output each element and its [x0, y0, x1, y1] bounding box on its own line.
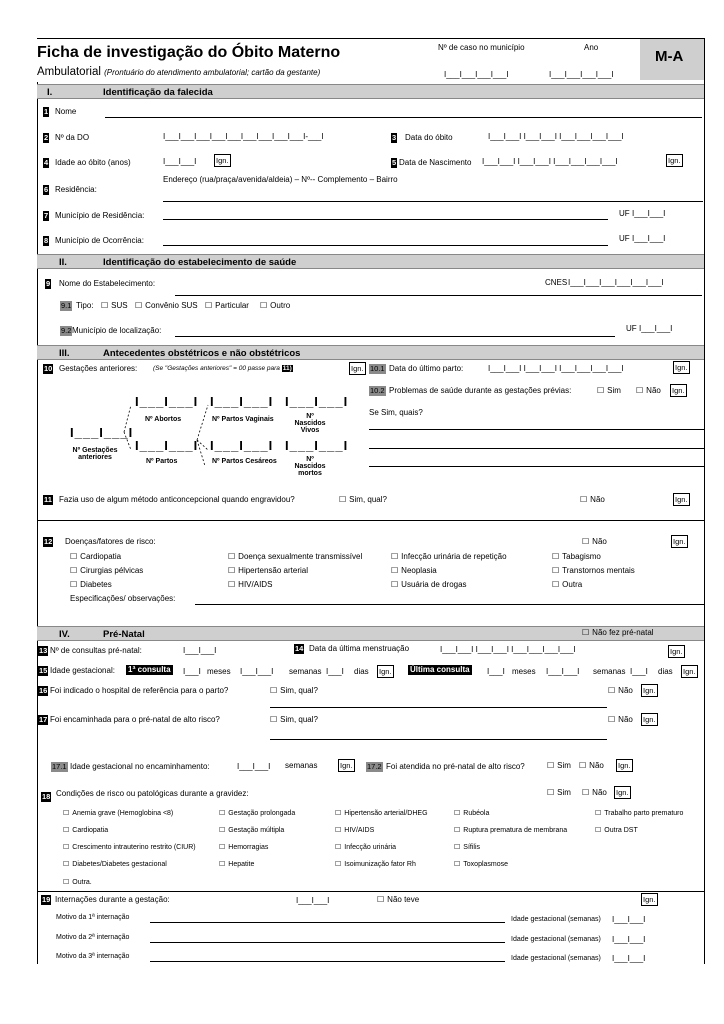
- hosp-1-ig-label: Idade gestacional (semanas): [511, 916, 601, 923]
- do-number-field[interactable]: I___I___I___I___I___I___I___I___I___I-___I: [163, 132, 324, 141]
- last-consult-months-field[interactable]: I___I: [487, 667, 505, 676]
- type-particular-checkbox[interactable]: ☐ Particular: [205, 302, 249, 310]
- no-prenatal-checkbox[interactable]: ☐ Não fez pré-natal: [582, 629, 654, 637]
- risk-drogas-checkbox[interactable]: ☐ Usuária de drogas: [391, 581, 467, 589]
- pregnancy-risk-nao-checkbox[interactable]: ☐ Não: [582, 789, 607, 797]
- first-consult-days-field[interactable]: I___I: [326, 667, 344, 676]
- section-3-header: III. Antecedentes obstétricos e não obstétricos: [37, 345, 704, 360]
- death-date-label: Data do óbito: [405, 133, 453, 142]
- cond-toxoplasmose-checkbox[interactable]: ☐ Toxoplasmose: [454, 861, 508, 868]
- last-birth-date-label: Data do último parto:: [389, 364, 464, 373]
- last-birth-date-ign-checkbox[interactable]: Ign.: [675, 363, 688, 372]
- last-menstruation-label: Data da última menstruação: [309, 644, 410, 653]
- reference-hospital-input[interactable]: [270, 707, 607, 708]
- last-weeks-label: semanas: [593, 667, 626, 676]
- hosp-1-reason-input[interactable]: [150, 922, 505, 923]
- pregnancies-label: Nº Gestações anteriores: [72, 447, 118, 461]
- hospitalizations-ign-checkbox[interactable]: Ign.: [643, 895, 656, 904]
- field-6-number: 6: [44, 185, 49, 194]
- vaginal-births-field[interactable]: I___I___I: [210, 394, 274, 409]
- cond-sifilis-checkbox[interactable]: ☐ Sífilis: [454, 844, 480, 851]
- age-label: Idade ao óbito (anos): [55, 158, 131, 167]
- hospitalizations-label: Internações durante a gestação:: [55, 895, 170, 904]
- vaginal-births-label: Nº Partos Vaginais: [212, 416, 274, 423]
- stillbirths-field[interactable]: I___I___I: [285, 438, 349, 453]
- cond-anemia-checkbox[interactable]: ☐ Anemia grave (Hemoglobina <8): [63, 810, 173, 817]
- field-12-number: 12: [44, 537, 53, 546]
- address-hint: Endereço (rua/praça/avenida/aldeia) – Nº-- Complemento – Bairro: [163, 175, 398, 184]
- first-consult-ign-checkbox[interactable]: Ign.: [379, 667, 392, 676]
- gestational-age-label: Idade gestacional:: [50, 666, 115, 675]
- consultations-label: Nº de consultas pré-natal:: [50, 646, 142, 655]
- first-months-label: meses: [207, 667, 231, 676]
- contraception-which-input[interactable]: [37, 520, 704, 521]
- hosp-2-ig-field[interactable]: I___I___I: [612, 935, 646, 944]
- risk-diabetes-checkbox[interactable]: ☐ Diabetes: [70, 581, 112, 589]
- prior-problems-line-1[interactable]: [369, 429, 704, 430]
- residence-city-label: Município de Residência:: [55, 211, 145, 220]
- type-outro-checkbox[interactable]: ☐ Outro: [260, 302, 290, 310]
- reference-hospital-label: Foi indicado o hospital de referência para o parto?: [50, 686, 229, 695]
- reference-hospital-sim-checkbox[interactable]: ☐ Sim, qual?: [270, 687, 318, 695]
- last-birth-date-field[interactable]: I___I___I I___I___I I___I___I___I___I: [488, 364, 624, 373]
- establishment-uf-label: UF: [626, 324, 637, 333]
- establishment-uf-field[interactable]: I___I___I: [639, 324, 673, 333]
- reference-hospital-ign-checkbox[interactable]: Ign.: [643, 686, 656, 695]
- stillbirths-label: Nº Nascidos mortos: [294, 456, 326, 477]
- hospitalizations-none-checkbox[interactable]: ☐ Não teve: [377, 896, 419, 904]
- hosp-2-ig-label: Idade gestacional (semanas): [511, 936, 601, 943]
- field-17-number: 17: [39, 715, 48, 724]
- occurrence-uf-label: UF: [619, 234, 630, 243]
- cnes-field[interactable]: I___I___I___I___I___I___I: [568, 278, 664, 287]
- field-18-number: 18: [42, 792, 51, 801]
- high-risk-attended-nao-checkbox[interactable]: ☐ Não: [579, 762, 604, 770]
- abortions-field[interactable]: I___I___I: [135, 394, 199, 409]
- type-convenio-checkbox[interactable]: ☐ Convênio SUS: [135, 302, 198, 310]
- age-ign-checkbox[interactable]: Ign.: [216, 156, 229, 165]
- risk-infeccao-checkbox[interactable]: ☐ Infecção urinária de repetição: [391, 553, 507, 561]
- births-label: Nº Partos: [146, 458, 178, 465]
- first-weeks-label: semanas: [289, 667, 322, 676]
- section-4-header: IV. Pré-Natal: [37, 626, 704, 641]
- hosp-1-ig-field[interactable]: I___I___I: [612, 915, 646, 924]
- cond-rubeola-checkbox[interactable]: ☐ Rubéola: [454, 810, 489, 817]
- contraception-sim-checkbox[interactable]: ☐ Sim, qual?: [339, 496, 387, 504]
- residence-label: Residência:: [55, 185, 97, 194]
- high-risk-referral-ign-checkbox[interactable]: Ign.: [643, 715, 656, 724]
- field-19-number: 19: [42, 895, 51, 904]
- cond-isoimunizacao-checkbox[interactable]: ☐ Isoimunização fator Rh: [335, 861, 416, 868]
- last-months-label: meses: [512, 667, 536, 676]
- field-15-number: 15: [39, 666, 48, 675]
- field-5-number: 5: [392, 158, 397, 167]
- risk-tabagismo-checkbox[interactable]: ☐ Tabagismo: [552, 553, 601, 561]
- field-9-2-number: 9.2: [61, 326, 72, 335]
- hospitalizations-field[interactable]: I___I___I: [296, 896, 330, 905]
- last-consult-days-field[interactable]: I___I: [630, 667, 648, 676]
- abortions-label: Nº Abortos: [145, 416, 182, 423]
- prior-problems-nao-checkbox[interactable]: ☐ Não: [636, 387, 661, 395]
- age-field[interactable]: I___I___I: [163, 157, 197, 166]
- birth-date-ign-checkbox[interactable]: Ign.: [668, 156, 681, 165]
- section-1-header: I. Identificação da falecida: [37, 84, 704, 99]
- field-14-number: 14: [295, 644, 304, 653]
- risk-cirurgias-checkbox[interactable]: ☐ Cirurgias pélvicas: [70, 567, 143, 575]
- field-16-number: 16: [39, 686, 48, 695]
- cond-ciur-checkbox[interactable]: ☐ Crescimento intrauterino restrito (CIUR): [63, 844, 196, 851]
- risk-hipertensao-checkbox[interactable]: ☐ Hipertensão arterial: [228, 567, 308, 575]
- first-days-label: dias: [354, 667, 369, 676]
- cond-hepatite-checkbox[interactable]: ☐ Hepatite: [219, 861, 254, 868]
- cond-multipla-checkbox[interactable]: ☐ Gestação múltipla: [219, 827, 284, 834]
- risk-hiv-checkbox[interactable]: ☐ HIV/AIDS: [228, 581, 272, 589]
- first-consult-weeks-field[interactable]: I___I___I: [240, 667, 274, 676]
- prior-problems-line-2[interactable]: [369, 448, 704, 449]
- risk-outra-checkbox[interactable]: ☐ Outra: [552, 581, 582, 589]
- high-risk-referral-label: Foi encaminhada para o pré-natal de alto risco?: [50, 715, 220, 724]
- contraception-ign-checkbox[interactable]: Ign.: [675, 495, 688, 504]
- risk-factors-ign-checkbox[interactable]: Ign.: [673, 537, 686, 546]
- hosp-3-ig-label: Idade gestacional (semanas): [511, 955, 601, 962]
- risk-dst-checkbox[interactable]: ☐ Doença sexualmente transmissível: [228, 553, 362, 561]
- field-9-1-number: 9.1: [61, 301, 72, 310]
- high-risk-attended-label: Foi atendida no pré-natal de alto risco?: [386, 762, 525, 771]
- high-risk-referral-nao-checkbox[interactable]: ☐ Não: [608, 716, 633, 724]
- risk-factors-label: Doenças/fatores de risco:: [65, 537, 156, 546]
- risk-neoplasia-checkbox[interactable]: ☐ Neoplasia: [391, 567, 437, 575]
- referral-age-label: Idade gestacional no encaminhamento:: [70, 762, 210, 771]
- establishment-name-label: Nome do Estabelecimento:: [59, 279, 156, 288]
- prior-problems-which-label: Se Sim, quais?: [369, 408, 423, 417]
- residence-uf-label: UF: [619, 209, 630, 218]
- live-births-field[interactable]: I___I___I: [285, 394, 349, 409]
- field-13-number: 13: [39, 646, 48, 655]
- cond-hemorragias-checkbox[interactable]: ☐ Hemorragias: [219, 844, 268, 851]
- last-consult-ign-checkbox[interactable]: Ign.: [683, 667, 696, 676]
- residence-uf-field[interactable]: I___I___I: [632, 209, 666, 218]
- establishment-city-label: Município de localização:: [72, 326, 162, 335]
- last-menstruation-ign-checkbox[interactable]: Ign.: [670, 647, 683, 656]
- hosp-1-reason-label: Motivo da 1ª internação: [56, 914, 130, 921]
- high-risk-referral-sim-checkbox[interactable]: ☐ Sim, qual?: [270, 716, 318, 724]
- risk-specifications-label: Especificações/ observações:: [70, 594, 176, 603]
- field-7-number: 7: [44, 211, 49, 220]
- pregnancy-risk-sim-checkbox[interactable]: ☐ Sim: [547, 789, 571, 797]
- risk-cardiopatia-checkbox[interactable]: ☐ Cardiopatia: [70, 553, 121, 561]
- risk-transtornos-checkbox[interactable]: ☐ Transtornos mentais: [552, 567, 635, 575]
- field-11-number: 11: [44, 495, 52, 504]
- cnes-label: CNES: [545, 278, 568, 287]
- form-subtitle: Ambulatorial (Prontuário do atendimento ambulatorial; cartão da gestante): [37, 66, 321, 78]
- previous-pregnancies-label: Gestações anteriores:: [59, 364, 138, 373]
- pregnancies-field[interactable]: I___I___I: [70, 425, 134, 440]
- risk-factors-nao-checkbox[interactable]: ☐ Não: [582, 538, 607, 546]
- pregnancy-risk-label: Condições de risco ou patológicas durante a gravidez:: [56, 789, 249, 798]
- birth-date-label: Data de Nascimento: [399, 158, 472, 167]
- year-field[interactable]: I___I___I___I___I: [549, 70, 614, 79]
- contraception-label: Fazia uso de algum método anticoncepcional quando engravidou?: [59, 495, 295, 504]
- cesarean-births-label: Nº Partos Cesáreos: [212, 458, 277, 465]
- hosp-3-reason-input[interactable]: [150, 961, 505, 962]
- prior-health-problems-label: Problemas de saúde durante as gestações prévias:: [389, 386, 572, 395]
- high-risk-attended-sim-checkbox[interactable]: ☐ Sim: [547, 762, 571, 770]
- cond-infeccao-checkbox[interactable]: ☐ Infecção urinária: [335, 844, 396, 851]
- previous-pregnancies-note: (Se "Gestações anteriores" = 00 passe para 11): [153, 365, 292, 372]
- prior-problems-sim-checkbox[interactable]: ☐ Sim: [597, 387, 621, 395]
- cond-diabetes-checkbox[interactable]: ☐ Diabetes/Diabetes gestacional: [63, 861, 167, 868]
- field-17-2-number: 17.2: [367, 762, 382, 771]
- cond-prolongada-checkbox[interactable]: ☐ Gestação prolongada: [219, 810, 295, 817]
- form-title: Ficha de investigação do Óbito Materno: [37, 44, 341, 61]
- referral-weeks-label: semanas: [285, 761, 318, 770]
- pregnancy-risk-ign-checkbox[interactable]: Ign.: [616, 788, 629, 797]
- consultations-field[interactable]: I___I___I: [183, 646, 217, 655]
- birth-date-field[interactable]: I___I___I I___I___I I___I___I___I___I: [482, 157, 618, 166]
- type-sus-checkbox[interactable]: ☐ SUS: [101, 302, 128, 310]
- hosp-3-ig-field[interactable]: I___I___I: [612, 954, 646, 963]
- case-number-field[interactable]: I___I___I___I___I: [444, 70, 509, 79]
- live-births-label: Nº Nascidos Vivos: [294, 413, 326, 434]
- form-code: M-A: [655, 48, 684, 65]
- cond-outra-checkbox[interactable]: ☐ Outra.: [63, 879, 92, 886]
- field-1-number: 1: [44, 107, 49, 116]
- high-risk-attended-ign-checkbox[interactable]: Ign.: [618, 761, 631, 770]
- field-4-number: 4: [44, 158, 49, 167]
- cond-hiv-checkbox[interactable]: ☐ HIV/AIDS: [335, 827, 374, 834]
- field-8-number: 8: [44, 236, 49, 245]
- high-risk-referral-input[interactable]: [270, 739, 607, 740]
- first-consult-months-field[interactable]: I___I: [183, 667, 201, 676]
- reference-hospital-nao-checkbox[interactable]: ☐ Não: [608, 687, 633, 695]
- field-17-1-number: 17.1: [52, 762, 67, 771]
- cesarean-births-field[interactable]: I___I___I: [210, 438, 274, 453]
- field-10-number: 10: [44, 364, 53, 373]
- cond-ruptura-checkbox[interactable]: ☐ Ruptura prematura de membrana: [454, 827, 567, 834]
- last-consult-weeks-field[interactable]: I___I___I: [546, 667, 580, 676]
- prior-problems-ign-checkbox[interactable]: Ign.: [672, 386, 685, 395]
- contraception-nao-checkbox[interactable]: ☐ Não: [580, 496, 605, 504]
- field-3-number: 3: [392, 133, 397, 142]
- field-2-number: 2: [44, 133, 49, 142]
- cond-hipertensao-checkbox[interactable]: ☐ Hipertensão arterial/DHEG: [335, 810, 428, 817]
- cond-trabalho-parto-checkbox[interactable]: ☐ Trabalho parto prematuro: [595, 810, 683, 817]
- field-9-number: 9: [46, 279, 51, 288]
- referral-age-ign-checkbox[interactable]: Ign.: [340, 761, 353, 770]
- field-10-1-number: 10.1: [370, 364, 385, 373]
- cond-cardiopatia-checkbox[interactable]: ☐ Cardiopatia: [63, 827, 108, 834]
- name-label: Nome: [55, 107, 77, 116]
- last-days-label: dias: [658, 667, 673, 676]
- referral-age-field[interactable]: I___I___I: [237, 762, 271, 771]
- field-10-2-number: 10.2: [370, 386, 385, 395]
- first-consult-tag: 1ª consulta: [128, 665, 171, 674]
- occurrence-uf-field[interactable]: I___I___I: [632, 234, 666, 243]
- section-2-header: II. Identificação do estabelecimento de saúde: [37, 254, 704, 269]
- risk-specifications-input[interactable]: [195, 604, 704, 605]
- previous-pregnancies-ign-checkbox[interactable]: Ign.: [351, 364, 364, 373]
- births-field[interactable]: I___I___I: [135, 438, 199, 453]
- establishment-type-label: Tipo:: [76, 301, 94, 310]
- case-number-label: Nº de caso no município: [438, 43, 525, 52]
- death-date-field[interactable]: I___I___I I___I___I I___I___I___I___I: [488, 132, 624, 141]
- occurrence-city-label: Município de Ocorrência:: [55, 236, 144, 245]
- last-consult-tag: Última consulta: [410, 665, 470, 674]
- conditions-divider: [37, 891, 704, 892]
- hosp-2-reason-label: Motivo da 2ª internação: [56, 934, 130, 941]
- year-label: Ano: [584, 43, 599, 52]
- prior-problems-line-3[interactable]: [369, 466, 704, 467]
- hosp-2-reason-input[interactable]: [150, 942, 505, 943]
- cond-outra-dst-checkbox[interactable]: ☐ Outra DST: [595, 827, 638, 834]
- do-number-label: Nº da DO: [55, 133, 90, 142]
- hosp-3-reason-label: Motivo da 3ª internação: [56, 953, 130, 960]
- last-menstruation-field[interactable]: I___I___I I___I___I I___I___I___I___I: [440, 645, 576, 654]
